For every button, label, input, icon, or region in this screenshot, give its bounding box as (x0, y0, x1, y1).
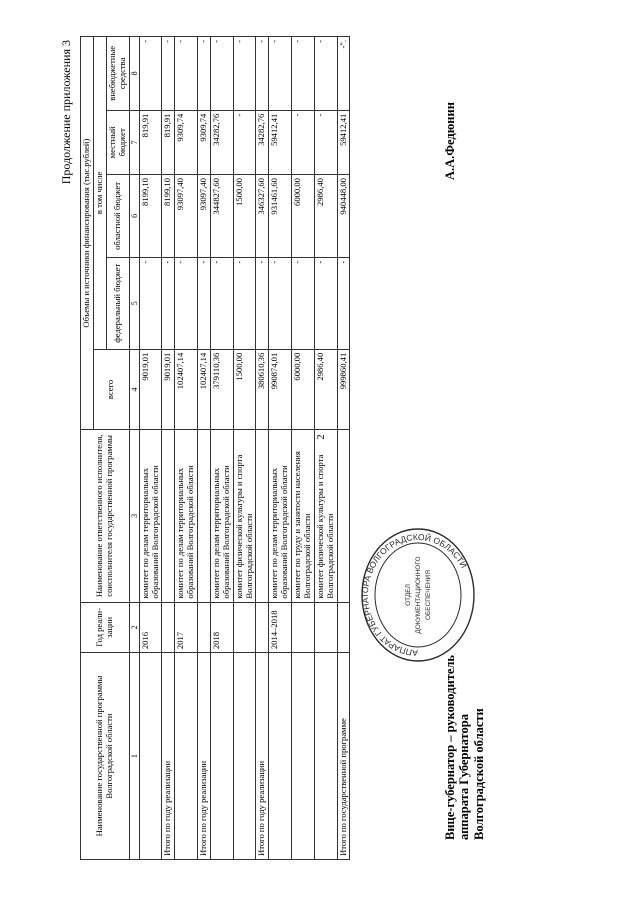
total-cell: 9019,01 (162, 349, 175, 429)
regional-cell: 2986,40 (314, 175, 337, 258)
regional-cell: 346327,60 (256, 175, 269, 258)
total-cell: 379110,36 (210, 349, 233, 429)
program-name-cell: Итого по году реализации (198, 653, 211, 860)
header-including: в том числе (93, 37, 106, 350)
index-cell: 5 (129, 257, 139, 349)
executor-cell: комитет по делам территориальных образований Волгоградской области (269, 430, 292, 602)
index-cell: 4 (129, 349, 139, 429)
program-name-cell (269, 653, 292, 860)
header-year: Год реали-зации (81, 602, 130, 653)
executor-cell (256, 430, 269, 602)
extra-cell: - (314, 37, 337, 111)
program-name-cell: Итого по году реализации (256, 653, 269, 860)
year-cell (292, 602, 315, 653)
local-cell: 59412,41 (337, 110, 350, 174)
regional-cell: 1500,00 (233, 175, 256, 258)
extra-cell: - (233, 37, 256, 111)
regional-cell: 8199,10 (162, 175, 175, 258)
federal-cell: - (139, 257, 162, 349)
year-cell (314, 602, 337, 653)
extra-cell: - (292, 37, 315, 111)
table-row (269, 37, 292, 860)
extra-cell: - (256, 37, 269, 111)
executor-cell: комитет физической культуры и спорта Волгоградской области (233, 430, 256, 602)
executor-cell (337, 430, 350, 602)
year-cell: 2018 (210, 602, 233, 653)
regional-cell: 8199,10 (139, 175, 162, 258)
federal-cell: - (269, 257, 292, 349)
extra-cell: -". (337, 37, 350, 111)
local-cell: - (233, 110, 256, 174)
regional-cell: 93097,40 (198, 175, 211, 258)
year-cell: 2017 (175, 602, 198, 653)
year-cell: 2016 (139, 602, 162, 653)
continuation-title: Продолжение приложения 3 (59, 40, 73, 185)
page-number: 2 (316, 434, 327, 440)
index-cell: 7 (129, 110, 139, 174)
federal-cell: - (314, 257, 337, 349)
federal-cell: - (210, 257, 233, 349)
header-federal: федеральный бюджет (106, 257, 129, 349)
total-cell: 380610,36 (256, 349, 269, 429)
program-name-cell (210, 653, 233, 860)
total-cell: 999860,41 (337, 349, 350, 429)
signature-position (443, 655, 486, 840)
executor-cell (198, 430, 211, 602)
index-cell: 6 (129, 175, 139, 258)
index-cell: 8 (129, 37, 139, 111)
year-cell (198, 602, 211, 653)
program-name-cell (233, 653, 256, 860)
total-cell: 102407,14 (175, 349, 198, 429)
svg-text:ДОКУМЕНТАЦИОННОГО: ДОКУМЕНТАЦИОННОГО (415, 556, 422, 634)
program-name-cell (292, 653, 315, 860)
executor-cell: комитет по делам территориальных образований Волгоградской области (210, 430, 233, 602)
federal-cell: - (337, 257, 350, 349)
funding-table (80, 36, 350, 860)
extra-cell: - (162, 37, 175, 111)
table-row (337, 37, 350, 860)
svg-text:ОТДЕЛ: ОТДЕЛ (405, 584, 412, 606)
extra-cell: - (175, 37, 198, 111)
header-total: всего (93, 349, 129, 429)
federal-cell: - (292, 257, 315, 349)
executor-cell: комитет по труду и занятости населения Волгоградской области (292, 430, 315, 602)
year-cell (256, 602, 269, 653)
extra-cell: - (139, 37, 162, 111)
local-cell: 9309,74 (198, 110, 211, 174)
local-cell: 819,91 (162, 110, 175, 174)
table-row (198, 37, 211, 860)
federal-cell: - (256, 257, 269, 349)
total-cell: 6000,00 (292, 349, 315, 429)
svg-text:ОБЕСПЕЧЕНИЯ: ОБЕСПЕЧЕНИЯ (425, 569, 432, 621)
federal-cell: - (162, 257, 175, 349)
federal-cell: - (198, 257, 211, 349)
header-regional: областной бюджет (106, 175, 129, 258)
table-row (139, 37, 162, 860)
total-cell: 9019,01 (139, 349, 162, 429)
header-local: местный бюджет (106, 110, 129, 174)
regional-cell: 931461,60 (269, 175, 292, 258)
signature-position-line: Волгоградской области (471, 708, 486, 840)
official-stamp-icon (358, 520, 478, 670)
table-row (210, 37, 233, 860)
year-cell (233, 602, 256, 653)
table-row (175, 37, 198, 860)
signature-name: А.А.Федюнин (443, 102, 457, 180)
year-cell: 2014–2018 (269, 602, 292, 653)
local-cell: - (292, 110, 315, 174)
table-row (162, 37, 175, 860)
extra-cell: - (210, 37, 233, 111)
rotated-page (58, 20, 618, 880)
executor-cell: комитет физической культуры и спорта Волгоградской области (314, 430, 337, 602)
year-cell (162, 602, 175, 653)
index-cell: 1 (129, 653, 139, 860)
federal-cell: - (233, 257, 256, 349)
table-row (292, 37, 315, 860)
local-cell: 34282,76 (210, 110, 233, 174)
regional-cell: 93097,40 (175, 175, 198, 258)
total-cell: 102407,14 (198, 349, 211, 429)
svg-text:АППАРАТ ГУБЕРНАТОРА ВОЛГОГРАДС: АППАРАТ ГУБЕРНАТОРА ВОЛГОГРАДСКОЙ ОБЛАСТИ (359, 531, 470, 659)
index-cell: 2 (129, 602, 139, 653)
index-cell: 3 (129, 430, 139, 602)
signature-position-line: Вице-губернатор – руководитель (443, 654, 457, 840)
signature-position-line: аппарата Губернатора (457, 714, 472, 840)
header-extra: внебюджетные средства (106, 37, 129, 111)
total-cell: 2986,40 (314, 349, 337, 429)
extra-cell: - (198, 37, 211, 111)
extra-cell: - (269, 37, 292, 111)
year-cell (337, 602, 350, 653)
table-row (233, 37, 256, 860)
program-name-cell (314, 653, 337, 860)
local-cell: 9309,74 (175, 110, 198, 174)
local-cell: 59412,41 (269, 110, 292, 174)
program-name-cell (139, 653, 162, 860)
regional-cell: 344827,60 (210, 175, 233, 258)
local-cell: 819,91 (139, 110, 162, 174)
table-row (256, 37, 269, 860)
header-program-name: Наименование государственной программы Волгоградской области (81, 653, 130, 860)
local-cell: - (314, 110, 337, 174)
executor-cell: комитет по делам территориальных образований Волгоградской области (175, 430, 198, 602)
total-cell: 990874,01 (269, 349, 292, 429)
total-cell: 1500,00 (233, 349, 256, 429)
federal-cell: - (175, 257, 198, 349)
local-cell: 34282,76 (256, 110, 269, 174)
program-name-cell: Итого по государственной программе (337, 653, 350, 860)
regional-cell: 940448,00 (337, 175, 350, 258)
executor-cell: комитет по делам территориальных образований Волгоградской области (139, 430, 162, 602)
header-executor: Наименование ответственного исполнителя, соисполнителя государственной программы (81, 430, 130, 602)
executor-cell (162, 430, 175, 602)
table-row (314, 37, 337, 860)
program-name-cell: Итого по году реализации (162, 653, 175, 860)
regional-cell: 6000,00 (292, 175, 315, 258)
header-funding-group: Объемы и источники финансирования (тыс.рублей) (81, 37, 94, 430)
program-name-cell (175, 653, 198, 860)
